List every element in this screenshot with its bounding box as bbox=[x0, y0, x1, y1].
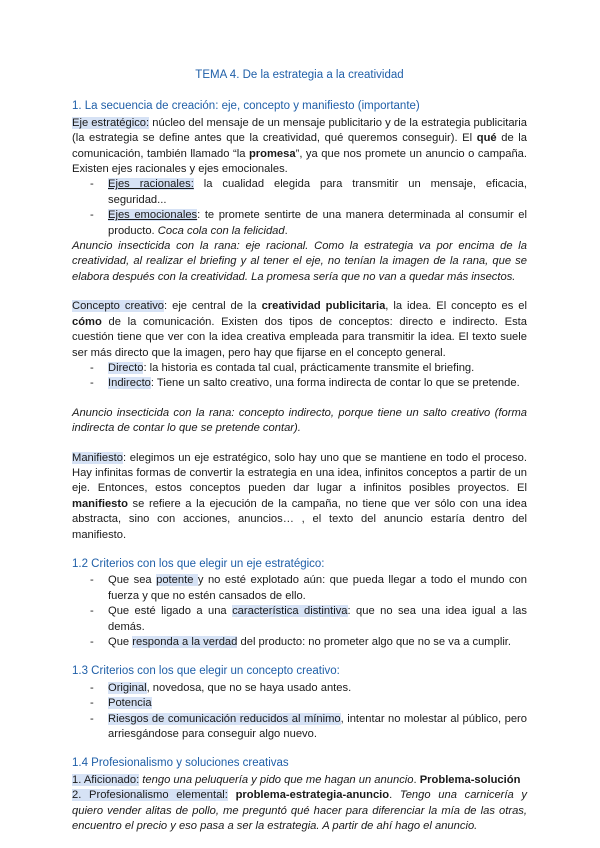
ejes-emocionales-term: Ejes emocionales bbox=[108, 209, 198, 222]
criterio-3-b: del producto: no prometer algo que no se va a cumplir. bbox=[237, 636, 512, 648]
concepto-text-b: , la idea. El concepto es el bbox=[385, 300, 527, 313]
profesionalismo-space bbox=[228, 789, 236, 801]
list-item bbox=[108, 208, 527, 239]
concepto-criterio-1-highlight: Original bbox=[108, 681, 147, 694]
indirecto-text: : Tiene un salto creativo, una forma indirecta de contar lo que se pretende. bbox=[150, 377, 520, 390]
manifiesto-text-a: : elegimos un eje estratégico, solo hay uno que se mantiene en todo el proceso. Hay infinitas formas de convertir la estrategia en una idea, infinitos conceptos a partir de un eje. Entonces, estos conceptos pueden dar lugar a infinitos posibles proyectos. El bbox=[72, 451, 527, 495]
profesionalismo-line bbox=[72, 788, 527, 834]
ejes-racionales-text: la cualidad elegida para transmitir un mensaje, eficacia, seguridad... bbox=[108, 178, 527, 206]
eje-text-a: núcleo del mensaje de un mensaje publicitario y de la estrategia publicitaria (la estrategia se define antes que la creatividad, qué queremos conseguir). El bbox=[72, 116, 527, 145]
manifiesto-term: Manifiesto bbox=[72, 451, 123, 464]
list-item bbox=[108, 573, 527, 604]
concepto-criterio-2-highlight: Potencia bbox=[108, 697, 152, 710]
concepto-criterio-3-highlight: Riesgos de comunicación reducidos al mínimo bbox=[108, 712, 341, 725]
section-1-4-heading: 1.4 Profesionalismo y soluciones creativas bbox=[72, 757, 289, 770]
profesionalismo-dot: . bbox=[389, 789, 400, 802]
concepto-paragraph bbox=[72, 299, 527, 361]
criterios-eje-list bbox=[72, 573, 527, 650]
eje-paragraph bbox=[72, 116, 527, 178]
indirecto-term: Indirecto bbox=[108, 377, 151, 390]
list-item bbox=[108, 376, 527, 391]
profesionalismo-bold: problema-estrategia-anuncio bbox=[235, 789, 390, 802]
eje-que: qué bbox=[476, 132, 497, 145]
concepto-text-c: de la comunicación. Existen dos tipos de conceptos: directo e indirecto. Esta cuestión tiene que ver con la idea creativa empleada para transmitir la idea. El texto suele ser más directo que la imagen, pero hay que fijarse en el concepto general. bbox=[72, 315, 527, 359]
eje-text-b: de la comunicación, también llamado “la bbox=[72, 132, 527, 160]
document-content bbox=[72, 68, 527, 834]
document-title: TEMA 4. De la estrategia a la creatividad bbox=[195, 69, 404, 81]
criterio-2-highlight: característica distintiva bbox=[232, 605, 348, 618]
concepto-text-a: : eje central de la bbox=[164, 300, 262, 313]
list-item bbox=[108, 681, 527, 696]
criterio-1-a: Que sea bbox=[108, 574, 157, 587]
directo-text: : la historia es contada tal cual, prácticamente transmite el briefing. bbox=[143, 361, 475, 374]
concepto-como: cómo bbox=[72, 315, 102, 328]
example-concepto-indirecto: Anuncio insecticida con la rana: concepto indirecto, porque tiene un salto creativo (forma indirecta de contar lo que se pretende contar). bbox=[72, 406, 527, 435]
ejes-list bbox=[72, 177, 527, 239]
aficionado-label: 1. Aficionado: bbox=[72, 773, 140, 786]
aficionado-bold: Problema-solución bbox=[419, 773, 521, 786]
list-item bbox=[108, 696, 527, 711]
criterio-1-highlight: potente bbox=[156, 574, 198, 587]
criterio-1-b: y no esté explotado aún: que pueda llegar a todo el mundo con fuerza y que no estén cansados de ello. bbox=[108, 574, 527, 602]
list-item bbox=[108, 177, 527, 208]
ejes-emocionales-text: : te promete sentirte de una manera determinada al consumir el producto. bbox=[108, 209, 527, 237]
manifiesto-text-b: se refiere a la ejecución de la campaña, no tiene que ver sólo con una idea abstracta, sino con acciones, anuncios… , el texto del anuncio estaría dentro del manifiesto. bbox=[72, 497, 527, 541]
ejes-racionales-term: Ejes racionales: bbox=[108, 178, 194, 191]
criterio-3-a: Que bbox=[108, 636, 133, 648]
list-item bbox=[108, 712, 527, 743]
profesionalismo-label: 2. Profesionalismo elemental: bbox=[72, 789, 228, 802]
eje-text-c: ”, ya que nos promete un anuncio o campaña. Existen ejes racionales y ejes emocionales. bbox=[72, 147, 528, 176]
ejes-emocionales-example: Coca cola con la felicidad bbox=[157, 224, 285, 237]
criterios-concepto-list bbox=[72, 681, 527, 743]
section-1-2-heading: 1.2 Criterios con los que elegir un eje estratégico: bbox=[72, 557, 325, 570]
criterio-2-b: : que no sea una idea igual a las demás. bbox=[108, 605, 527, 633]
concepto-criterio-3-b: , intentar no molestar al público, pero arriesgándose para conseguir algo nuevo. bbox=[108, 712, 528, 741]
eje-term: Eje estratégico: bbox=[72, 116, 150, 129]
concepto-bold: creatividad publicitaria bbox=[261, 300, 386, 313]
manifiesto-paragraph bbox=[72, 451, 527, 543]
eje-promesa: promesa bbox=[248, 147, 296, 160]
section-1-heading: 1. La secuencia de creación: eje, concepto y manifiesto (importante) bbox=[72, 100, 420, 113]
directo-term: Directo bbox=[108, 361, 144, 374]
concepto-term: Concepto creativo bbox=[72, 300, 165, 313]
ejes-emocionales-end: . bbox=[284, 224, 288, 237]
list-item bbox=[108, 361, 527, 376]
conceptos-list bbox=[72, 361, 527, 392]
aficionado-dot: . bbox=[413, 773, 420, 786]
criterio-2-a: Que esté ligado a una bbox=[108, 605, 233, 618]
manifiesto-bold: manifiesto bbox=[72, 497, 128, 510]
concepto-criterio-1-b: , novedosa, que no se haya usado antes. bbox=[146, 681, 352, 694]
section-1-3-heading: 1.3 Criterios con los que elegir un concepto creativo: bbox=[72, 665, 340, 678]
aficionado-line bbox=[72, 773, 527, 788]
example-eje-racional: Anuncio insecticida con la rana: eje racional. Como la estrategia va por encima de la creatividad, al realizar el briefing y al tener el eje, no tenían la imagen de la rana, que se elabora después con la creatividad. La promesa sería que no van a quedar más insectos. bbox=[72, 240, 527, 283]
list-item bbox=[108, 604, 527, 635]
aficionado-example: tengo una peluquería y pido que me hagan un anuncio bbox=[139, 773, 414, 786]
criterio-3-highlight: responda a la verdad bbox=[132, 636, 238, 648]
list-item bbox=[108, 635, 527, 650]
profesionalismo-example: Tengo una carnicería y quiero vender alitas de pollo, me preguntó qué hacer para diferenciar la mía de las otras, encuentro el precio y eso pasa a ser la estrategia. A partir de ahí hago el anuncio. bbox=[72, 789, 527, 833]
